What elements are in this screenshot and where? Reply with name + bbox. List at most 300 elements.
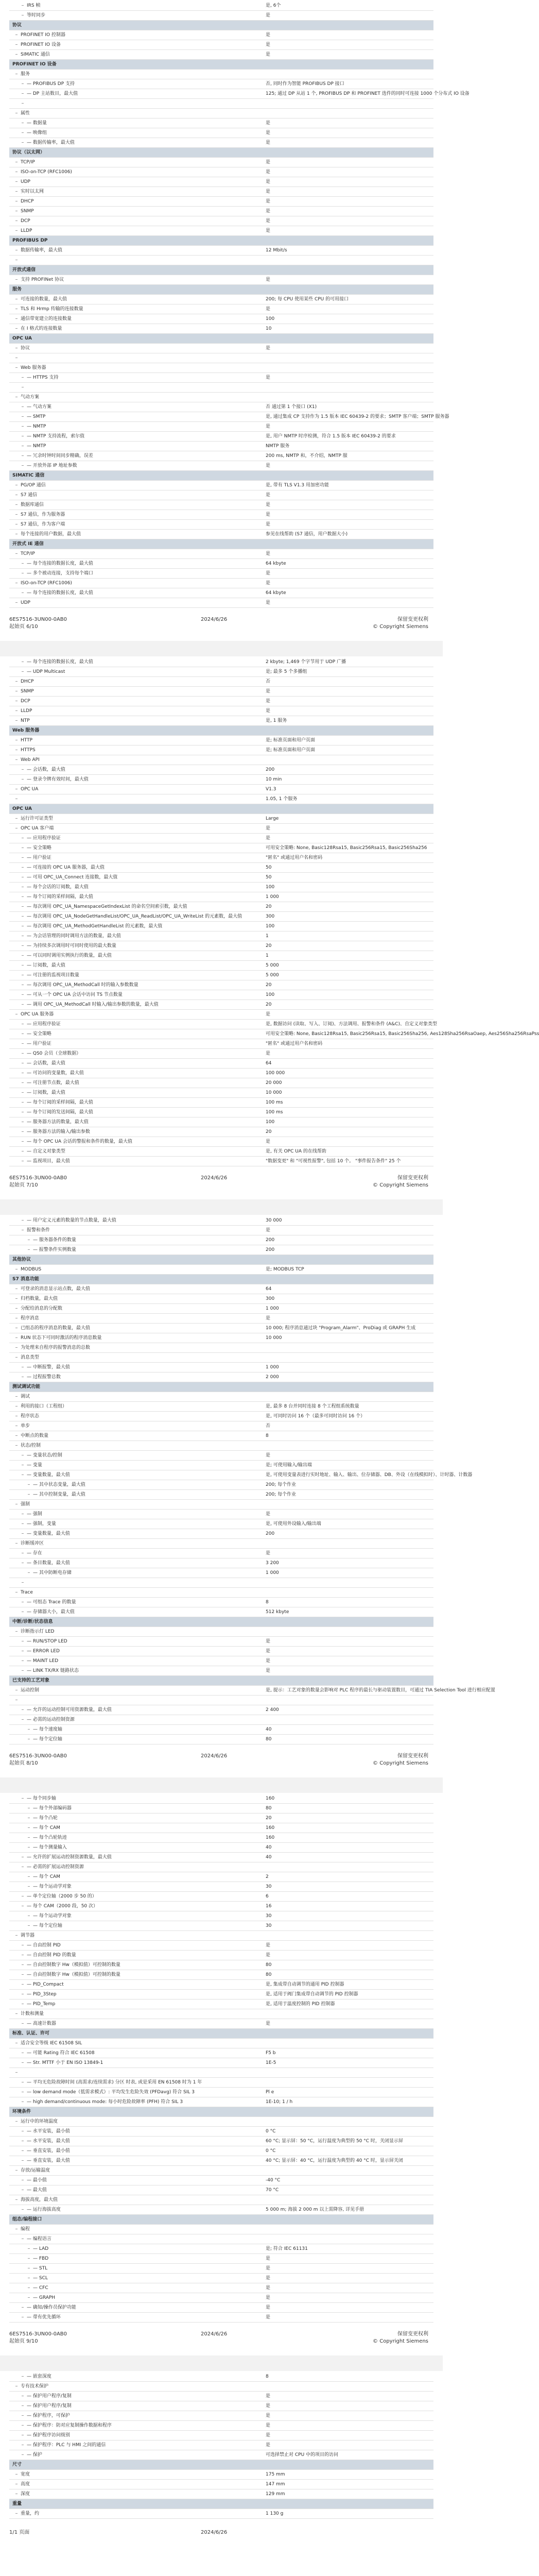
spec-row	[9, 1529, 433, 1539]
spec-key: — 每个运动学对象	[28, 1882, 275, 1891]
spec-key: OPC UA	[12, 806, 32, 811]
spec-value: 参见在线帮助 (S7 通信，用户数据大小)	[266, 532, 348, 537]
spec-row	[9, 1480, 433, 1490]
spec-key	[15, 1696, 263, 1705]
spec-value: 10	[266, 326, 272, 331]
spec-key: HTTP	[15, 736, 263, 745]
spec-key: OPC UA 客户端	[15, 824, 263, 833]
spec-value: 是, 适用于温度控制的 PID 控制器	[266, 2002, 335, 2007]
spec-row	[9, 1980, 433, 1990]
spec-key: 运动控制	[15, 1686, 263, 1695]
spec-key: 数据传输率，最大值	[15, 246, 263, 255]
spec-value: 是	[266, 2433, 271, 2438]
spec-key: 编程	[15, 2225, 263, 2234]
spec-key: — 每个订阅的采样间隔，最大值	[22, 1098, 269, 1107]
spec-key: — 变量数量，最大值	[22, 1470, 269, 1480]
spec-key: — 自由控制数字 Hw（模拟值）可控制的数量	[22, 1970, 269, 1979]
spec-row	[9, 1607, 433, 1617]
spec-key: 可连接的数量，最大值	[15, 295, 263, 304]
spec-key: 专有技术保护	[15, 2382, 263, 2391]
spec-row	[9, 745, 433, 755]
spec-row	[9, 1461, 433, 1470]
spec-value: 10 min	[266, 777, 282, 782]
spec-key: — 高速计数器	[22, 2019, 269, 2028]
spec-value: 是	[266, 160, 271, 165]
spec-row	[9, 1020, 437, 1029]
spec-key: — 最小值	[22, 2176, 269, 2185]
spec-value: 是	[266, 2256, 271, 2261]
spec-key: — 数据量	[22, 118, 269, 128]
spec-row	[9, 1882, 433, 1892]
spec-row	[9, 814, 433, 824]
spec-value: 是	[266, 1649, 271, 1654]
spec-value: 是	[266, 699, 271, 704]
spec-row	[9, 167, 433, 177]
spec-value: 1.05, 1 个服务	[266, 796, 298, 802]
spec-value: 2 kbyte; 1,469 个字节用于 UDP 广播	[266, 659, 346, 665]
spec-row	[9, 1226, 433, 1235]
section-header	[9, 148, 433, 158]
spec-value: 是	[266, 2295, 271, 2300]
spec-value: 1	[266, 953, 269, 958]
spec-row	[9, 677, 433, 687]
spec-value: 是, 数据访问 (读取、写入、订阅)、方法调用、报警和条件 (A&C)、自定义对象类型	[266, 1022, 437, 1027]
spec-key: — 确知/操作员保护功能	[22, 2303, 269, 2312]
spec-key	[22, 383, 269, 392]
spec-key: MODBUS	[15, 1265, 263, 1274]
spec-row	[9, 1853, 433, 1862]
spec-key: — low demand mode（低需求模式）: 平均发生危险失效 (PFDavg) 符合 SIL 3	[22, 2088, 269, 2097]
spec-key: Web API	[15, 755, 263, 765]
spec-key: — QS0 会员（全球数据）	[22, 1049, 269, 1058]
spec-key: 分配给消息的分配数	[15, 1304, 263, 1313]
doc-date: 2024/6/26	[201, 617, 228, 622]
spec-key: — LINK TX/RX 链路状态	[22, 1666, 269, 1675]
spec-key: OPC UA	[15, 785, 263, 794]
spec-value: 20	[266, 904, 272, 909]
spec-key: — 映像组	[22, 128, 269, 138]
spec-row	[9, 1324, 433, 1333]
spec-value: 30	[266, 1884, 272, 1889]
spec-key: — PID_3Step	[22, 1990, 269, 1999]
spec-value: 是	[266, 826, 271, 831]
spec-value: 是	[266, 32, 271, 38]
spec-value: 80	[266, 1962, 272, 1968]
spec-key: — 每个测量输入	[28, 1843, 275, 1852]
spec-value: 是	[266, 140, 271, 145]
spec-row	[9, 1656, 433, 1666]
spec-key: — 每次调用 OPC_UA_MethodCall 时的输入参数数量	[22, 980, 269, 990]
section-header	[9, 2029, 433, 2039]
spec-row	[9, 246, 433, 256]
spec-row	[9, 1431, 433, 1441]
spec-row	[9, 1510, 433, 1519]
spec-key: IRS 帧	[22, 1, 269, 10]
spec-value: 是	[266, 1953, 271, 1958]
spec-key: 存放/运输温度	[15, 2166, 263, 2175]
spec-row	[9, 128, 433, 138]
spec-page	[0, 0, 470, 610]
spec-value: 是	[266, 209, 271, 214]
spec-value: 是	[266, 2413, 271, 2418]
spec-row	[9, 2068, 433, 2078]
spec-row	[9, 344, 433, 353]
spec-value: 是	[266, 218, 271, 224]
spec-key: 单步	[15, 1421, 263, 1431]
section-header	[9, 236, 433, 246]
spec-row	[9, 1715, 433, 1725]
spec-key: TCP/IP	[15, 549, 263, 558]
spec-row	[9, 1216, 433, 1226]
page-label: 起始页 9/10	[9, 2338, 38, 2344]
spec-row	[9, 990, 433, 1000]
spec-value: 20 000	[266, 1080, 282, 1086]
spec-row	[9, 2244, 433, 2254]
spec-row	[9, 1814, 433, 1823]
spec-value: 是, 提示：工艺对象的数量会影响对 PLC 程序的最长与驱动装置数目，可通过 TIA Selection Tool 进行相应配置	[266, 1688, 495, 1693]
spec-key: SIMATIC 通信	[12, 473, 45, 478]
spec-key: — 每个运动学对象	[28, 1911, 275, 1921]
copyright-line: © Copyright Siemens	[373, 1182, 428, 1188]
spec-key: — NMTP 支持流程，索尔值	[22, 432, 269, 441]
spec-value: 125; 通过 DP 从站 1 个, PROFIBUS DP 和 PROFINET 选件的同时可连接 1000 个分布式 IO 设备	[266, 91, 470, 96]
doc-code: 6ES7516-3UN00-0AB0	[9, 2331, 67, 2337]
spec-key: — 自由控制 PID	[22, 1941, 269, 1950]
spec-row	[9, 216, 433, 226]
spec-value: 100 ms	[266, 1110, 283, 1115]
spec-value: 是	[266, 1668, 271, 1673]
section-header	[9, 265, 433, 275]
spec-key: — 每个订阅的采样间隔，最大值	[22, 892, 269, 902]
spec-key: PROFINET IO 设备	[15, 40, 263, 49]
spec-value: 200; 每 CPU 使用某些 CPU 的可用接口	[266, 297, 349, 302]
rights-line: 保留变更权利	[397, 2331, 428, 2337]
spec-key: — 应用程序验证	[22, 1020, 269, 1029]
rights-line: 保留变更权利	[397, 617, 428, 622]
spec-value: 64	[266, 1286, 272, 1292]
spec-key: DHCP	[15, 677, 263, 686]
spec-value: 是	[266, 1051, 271, 1056]
spec-row	[9, 1078, 433, 1088]
spec-key: 重量，约	[15, 2509, 263, 2518]
spec-key: 其他协议	[12, 1257, 31, 1262]
spec-row	[9, 187, 433, 197]
section-header	[9, 2460, 433, 2470]
spec-value: 可选择禁止对 CPU 中的项目的访问	[266, 2452, 339, 2458]
spec-row	[9, 1558, 433, 1568]
spec-key: 组态/编程接口	[12, 2217, 42, 2222]
spec-key: SNMP	[15, 687, 263, 696]
spec-key: 等时同步	[22, 11, 269, 20]
spec-key: — ERROR LED	[22, 1647, 269, 1656]
spec-value: 300	[266, 1296, 275, 1301]
section-header	[9, 471, 433, 481]
spec-key: 支持 PROFINet 协议	[15, 275, 263, 284]
spec-key: PG/OP 通信	[15, 481, 263, 490]
spec-key: 协议（以太网）	[12, 150, 45, 155]
spec-row	[9, 1902, 433, 1911]
spec-key: — 安全策略	[22, 1029, 269, 1039]
page-footer-last	[0, 2523, 443, 2554]
spec-key: — 保护程序访问级别	[22, 2431, 269, 2440]
spec-key: — 每个同步轴	[22, 1794, 269, 1803]
spec-row	[9, 70, 433, 79]
spec-key: — 保护程序，可保护	[22, 2411, 269, 2420]
spec-row	[9, 1049, 433, 1059]
spec-row	[9, 2303, 433, 2313]
spec-row	[9, 892, 433, 902]
spec-value: 5 000	[266, 973, 279, 978]
spec-value: 是	[266, 189, 271, 194]
spec-row	[9, 2048, 433, 2058]
spec-key: Web 服务器	[15, 363, 263, 372]
spec-row	[9, 2127, 433, 2137]
spec-key: — 存在	[22, 1549, 269, 1558]
spec-value: 是	[266, 2315, 271, 2320]
spec-value: 100 000	[266, 1071, 285, 1076]
copyright-line: © Copyright Siemens	[373, 624, 428, 630]
spec-value: 是, 1 服务	[266, 718, 287, 723]
page-footer	[0, 610, 443, 641]
spec-key: — 订阅数，最大值	[22, 1088, 269, 1097]
spec-row	[9, 1588, 433, 1598]
spec-key: — Str. MTTF 小于 EN ISO 13849-1	[22, 2058, 269, 2067]
spec-key: 为处理来自程序的报警消息的总数	[15, 1343, 263, 1352]
spec-row	[9, 2313, 433, 2323]
spec-row	[9, 510, 433, 520]
spec-key: OPC UA	[12, 336, 32, 341]
spec-key: 测试调试功能	[12, 1384, 41, 1389]
page-footer	[0, 2325, 443, 2355]
page-gap	[0, 641, 443, 656]
spec-key: — 每个连接的数据长度，最大值	[22, 657, 269, 667]
page-gap	[0, 2355, 443, 2371]
spec-row	[9, 755, 433, 765]
spec-value: 是, 可使用外设输入/输出端	[266, 1521, 321, 1527]
spec-row	[9, 89, 470, 99]
doc-code: 6ES7516-3UN00-0AB0	[9, 1753, 67, 1759]
spec-value: 160	[266, 1825, 275, 1831]
spec-value: 100 ms	[266, 1100, 283, 1105]
spec-key: — STL	[28, 2264, 275, 2273]
spec-value: 是	[266, 1512, 271, 1517]
section-header	[9, 2107, 433, 2117]
spec-row	[9, 1441, 433, 1451]
spec-value: 是	[266, 600, 271, 605]
spec-value: 是	[266, 42, 271, 47]
spec-row	[9, 442, 433, 451]
spec-key: LLDP	[15, 706, 263, 716]
spec-row	[9, 373, 433, 383]
spec-row	[9, 1549, 433, 1558]
spec-row	[9, 1294, 433, 1304]
spec-page	[0, 2371, 443, 2521]
spec-value: 是	[266, 522, 271, 527]
spec-row	[9, 1705, 433, 1715]
spec-row	[9, 971, 433, 980]
spec-row	[9, 138, 433, 148]
spec-row	[9, 1696, 433, 1705]
page-footer	[0, 1747, 443, 1777]
section-header	[9, 1382, 433, 1392]
spec-key: ISO-on-TCP (RFC1006)	[15, 579, 263, 588]
spec-value: 是	[266, 571, 271, 576]
spec-key: — 每个外部编码器	[28, 1804, 275, 1813]
spec-key: — 必需的扩展运动控制资源	[22, 1862, 269, 1872]
spec-value: 40	[266, 1845, 272, 1850]
spec-value: Large	[266, 816, 279, 821]
spec-key: 运行许可证类型	[15, 814, 263, 823]
spec-row	[9, 794, 433, 804]
spec-key: — 冗余时钟时间同步精确，误差	[22, 451, 269, 461]
spec-key: — DP 主站数目，最大值	[22, 89, 269, 98]
spec-value: 是, 用户 NMTP 时序检测，符合 1.5 版本 IEC 60439-2 的要求	[266, 434, 396, 439]
spec-key: 数据库通信	[15, 500, 263, 510]
spec-key: 诊断指示灯 LED	[15, 1627, 263, 1636]
spec-value: 60 °C; 显示屏：50 °C，运行温度为典型的 50 °C 时，关闭显示屏	[266, 2139, 403, 2144]
spec-row	[9, 1627, 433, 1637]
spec-key: 每个连接的用户数据，最大值	[15, 530, 263, 539]
spec-value: 是	[266, 2443, 271, 2448]
spec-value: 20	[266, 982, 272, 988]
spec-value: 是	[266, 375, 271, 380]
spec-key: — 水平安装，最大值	[22, 2137, 269, 2146]
page-gap	[0, 1777, 443, 1793]
spec-row	[9, 2078, 433, 2088]
spec-value: 是	[266, 2285, 271, 2291]
spec-row	[9, 1647, 433, 1656]
spec-row	[9, 451, 433, 461]
spec-value: 100	[266, 885, 275, 890]
spec-row	[9, 951, 433, 961]
spec-row	[9, 912, 433, 922]
spec-row	[9, 1402, 433, 1412]
spec-row	[9, 961, 433, 971]
spec-value: 5 000 m; 海拔 2 000 m 以上需降容, 详见手册	[266, 2207, 364, 2212]
spec-row	[9, 1519, 433, 1529]
spec-value: 是, 适用于阀门集成带自动调节的 PID 控制器	[266, 1992, 358, 1997]
spec-row	[9, 1970, 433, 1980]
spec-key: — 变量数量，最大值	[22, 1529, 269, 1538]
spec-key: 气动方案	[15, 393, 263, 402]
spec-value: 147 mm	[266, 2482, 285, 2487]
spec-value: 是, 有关 OPC UA 的在线帮助	[266, 1149, 326, 1154]
spec-row	[9, 2264, 433, 2274]
spec-row	[9, 687, 433, 697]
spec-row	[9, 569, 433, 579]
spec-value: 1 000	[266, 1306, 279, 1311]
spec-value: 是	[266, 424, 271, 429]
spec-key: — 开放外部 IP 地址参数	[22, 461, 269, 470]
spec-key: — 每个定位轴	[28, 1735, 275, 1744]
spec-row	[9, 1059, 433, 1069]
spec-row	[9, 432, 433, 442]
spec-row	[9, 2441, 433, 2450]
spec-key: — FBD	[28, 2254, 275, 2263]
spec-key	[15, 353, 263, 363]
spec-value: 40	[266, 1727, 272, 1732]
spec-key: 强制	[15, 1500, 263, 1509]
spec-row	[9, 99, 433, 109]
spec-page	[0, 1793, 443, 2325]
spec-value: 是	[266, 2305, 271, 2310]
spec-row	[9, 2195, 433, 2205]
section-header	[9, 2499, 433, 2509]
spec-value: 2 000	[266, 1375, 279, 1380]
spec-row	[9, 2117, 433, 2127]
spec-row	[9, 2176, 433, 2185]
spec-key: — 平均无危险故障时间 (高需求/连续需求) 分区 时表, 或是采用 EN 61508 时为 1 年	[22, 2078, 269, 2087]
spec-row	[9, 1470, 473, 1480]
spec-row	[9, 1117, 433, 1127]
spec-key: ISO-on-TCP (RFC1006)	[15, 167, 263, 177]
spec-row	[9, 736, 433, 745]
spec-key: — 可用 OPC_UA_Connect 连接数，最大值	[22, 873, 269, 882]
spec-key: DCP	[15, 216, 263, 226]
spec-row	[9, 785, 433, 794]
spec-key: SIMATIC 通信	[15, 50, 263, 59]
spec-key: — PROFIBUS DP 支持	[22, 79, 269, 89]
spec-key: — 每个 OPC UA 会话的警报和条件的数量，最大值	[22, 1137, 269, 1146]
spec-row	[9, 2509, 433, 2519]
spec-key: — 保护程序：PLC 与 HMI 之间的通信	[22, 2441, 269, 2450]
spec-key: — 用户验证	[22, 1039, 269, 1048]
spec-row	[9, 1872, 433, 1882]
spec-row	[9, 1833, 433, 1843]
spec-key: 重量	[12, 2501, 22, 2506]
spec-key: 计数和测量	[15, 2009, 263, 2019]
spec-key: — 可能 Rating 符合 IEC 61508	[22, 2048, 269, 2058]
spec-row	[9, 765, 433, 775]
spec-value: 是, 可使用变量表进行实时地址、输入、输出、位存储器、DB、外设（在线模拟时）、计时器、计数器	[266, 1472, 473, 1478]
spec-row	[9, 324, 433, 334]
spec-row	[9, 1951, 433, 1960]
spec-key: — 可从一个 OPC UA 会话中访问 TS 节点数量	[22, 990, 269, 999]
spec-value: 30	[266, 1923, 272, 1928]
spec-value: 1	[266, 934, 269, 939]
spec-row	[9, 1314, 433, 1324]
spec-row	[9, 2088, 433, 2097]
spec-key: — MAINT LED	[22, 1656, 269, 1666]
spec-value: 160	[266, 1835, 275, 1840]
spec-value: 是	[266, 2403, 271, 2409]
spec-value: 200	[266, 767, 275, 772]
page-label: 1/1 页面	[9, 2530, 30, 2535]
spec-key: — 服务器方法的数量，最大值	[22, 1117, 269, 1127]
spec-key: — 自由控制 PID 的数量	[22, 1951, 269, 1960]
spec-key: 适合安全等级 IEC 61508 SIL	[15, 2039, 263, 2048]
spec-key: — 服务器条件的数量	[28, 1235, 275, 1245]
spec-value: 0 °C	[266, 2148, 276, 2154]
spec-row	[9, 2019, 433, 2029]
spec-row	[9, 2234, 433, 2244]
doc-date: 2024/6/26	[201, 2331, 228, 2337]
spec-key: — 每次调用 OPC_UA_NodeGetHandleList/OPC_UA_ReadList/OPC_UA_WriteList 的元素数，最大值	[22, 912, 269, 921]
spec-value: 2	[266, 1874, 269, 1879]
spec-key: — 存储器大小，最大值	[22, 1607, 269, 1617]
spec-value: 是	[266, 1139, 271, 1144]
spec-key: — 嵌套深度	[22, 2372, 269, 2381]
spec-row	[9, 2274, 433, 2283]
spec-key: — 每个 CAM（2000 段，50 次）	[22, 1902, 269, 1911]
spec-key: — 保护	[22, 2450, 269, 2460]
spec-key: S7 通信，作为服务器	[15, 510, 263, 519]
section-header	[9, 1617, 433, 1627]
spec-row	[9, 412, 449, 422]
spec-row	[9, 2137, 433, 2146]
spec-value: 否 通过第 1 个接口 (X1)	[266, 404, 317, 410]
spec-row	[9, 1010, 433, 1020]
